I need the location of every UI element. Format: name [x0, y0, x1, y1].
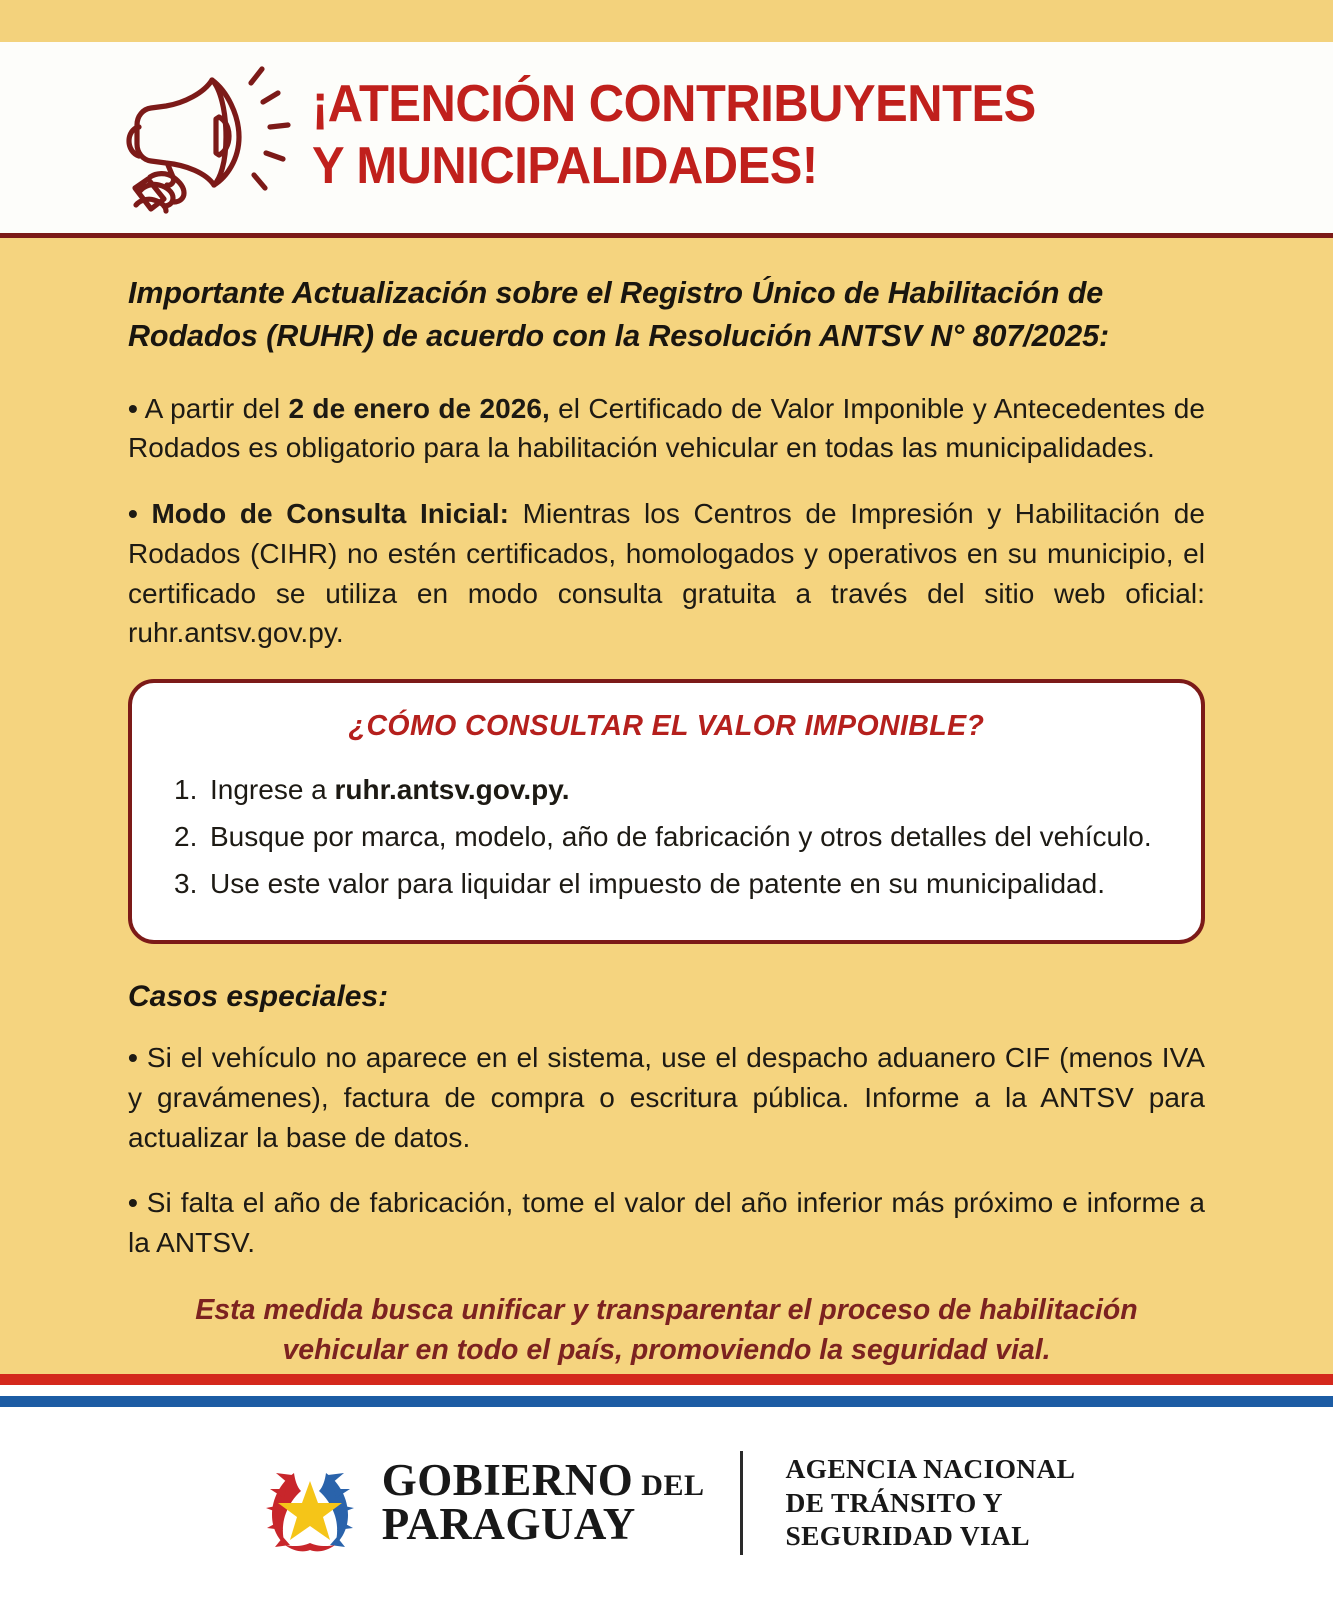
flag-stripe-blue: [0, 1396, 1333, 1407]
bullet-rest-text: el Certificado de Valor Imponible y Antecedentes de Rodados es obligatorio para la habilitación vehicular en todas las municipalidades.: [128, 392, 1205, 464]
intro-paragraph: Importante Actualización sobre el Registro Único de Habilitación de Rodados (RUHR) de acuerdo con la Resolución ANTSV N° 807/2025:: [128, 276, 1110, 354]
header-title-line-1: ¡ATENCIÓN CONTRIBUYENTES: [312, 75, 1036, 134]
bullet-marker: •: [128, 392, 138, 424]
bullet-marker: •: [128, 1042, 138, 1074]
agency-line-1: AGENCIA NACIONAL: [785, 1453, 1076, 1485]
closing-statement: [128, 1291, 1205, 1371]
paraguay-text: PARAGUAY: [381, 1498, 636, 1549]
del-text: DEL: [633, 1469, 705, 1503]
agency-line-3: SEGURIDAD VIAL: [785, 1520, 1030, 1552]
header-title-line-2: Y MUNICIPALIDADES!: [312, 136, 818, 195]
bullet-marker: •: [128, 1187, 138, 1219]
footer-separator: [740, 1451, 743, 1555]
paraguay-coat-of-arms-icon: [258, 1451, 362, 1555]
gobierno-wordmark: [381, 1455, 705, 1549]
special-case-bullet-2: [128, 1183, 1205, 1263]
top-accent-strip: [0, 0, 1333, 42]
poster-body: [0, 238, 1333, 1374]
gobierno-text: GOBIERNO: [381, 1455, 634, 1506]
paraguay-flag-divider: [0, 1374, 1333, 1407]
megaphone-icon: [126, 65, 294, 215]
agency-line-2: DE TRÁNSITO Y: [785, 1486, 1003, 1518]
card-title: ¿CÓMO CONSULTAR EL VALOR IMPONIBLE?: [348, 710, 985, 743]
flag-stripe-red: [0, 1374, 1333, 1385]
bullet-rest-text: Mientras los Centros de Impresión y Habilitación de Rodados (CIHR) no estén certificados, homologados y operativos en su municipio, el certificado se utiliza en modo consulta gratuita a través del sitio web oficial: ruhr.antsv.gov.py.: [128, 498, 1205, 649]
poster-header: [0, 42, 1333, 233]
bullet-bold-text: 2 de enero de 2026,: [288, 392, 550, 424]
poster-footer: [0, 1407, 1333, 1598]
special-case-bullet-1: [128, 1038, 1205, 1157]
bullet-lead-text: [138, 498, 152, 529]
flag-stripe-white: [0, 1385, 1333, 1396]
how-to-consult-card: [128, 679, 1205, 944]
step-text: Ingrese a: [210, 774, 335, 806]
gobierno-line: [381, 1455, 705, 1506]
agency-wordmark: [785, 1452, 1075, 1553]
closing-line-2: vehicular en todo el país, promoviendo la seguridad vial.: [282, 1333, 1051, 1366]
bullet-marker: •: [128, 498, 138, 530]
list-item: [166, 816, 1167, 858]
step-text: Busque por marca, modelo, año de fabricación y otros detalles del vehículo.: [210, 821, 1152, 853]
card-step-list: [166, 769, 1167, 905]
step-url: ruhr.antsv.gov.py.: [334, 774, 570, 806]
bullet-bold-text: Modo de Consulta Inicial:: [151, 498, 510, 530]
closing-line-1: Esta medida busca unificar y transparentar el proceso de habilitación: [195, 1293, 1138, 1326]
bullet-paragraph-1: [128, 389, 1205, 469]
list-item: [166, 769, 1167, 811]
bullet-paragraph-2: [128, 494, 1205, 653]
list-item: [166, 863, 1167, 905]
header-title-block: [312, 74, 1082, 197]
bullet-text: Si el vehículo no aparece en el sistema, use el despacho aduanero CIF (menos IVA y gravámenes), factura de compra o escritura pública. Informe a la ANTSV para actualizar la base de datos.: [128, 1042, 1205, 1153]
bullet-text: Si falta el año de fabricación, tome el valor del año inferior más próximo e informe a la ANTSV.: [128, 1187, 1205, 1259]
step-text: Use este valor para liquidar el impuesto de patente en su municipalidad.: [210, 868, 1105, 900]
special-cases-heading: Casos especiales:: [128, 980, 389, 1014]
bullet-lead-text: A partir del: [137, 392, 289, 424]
